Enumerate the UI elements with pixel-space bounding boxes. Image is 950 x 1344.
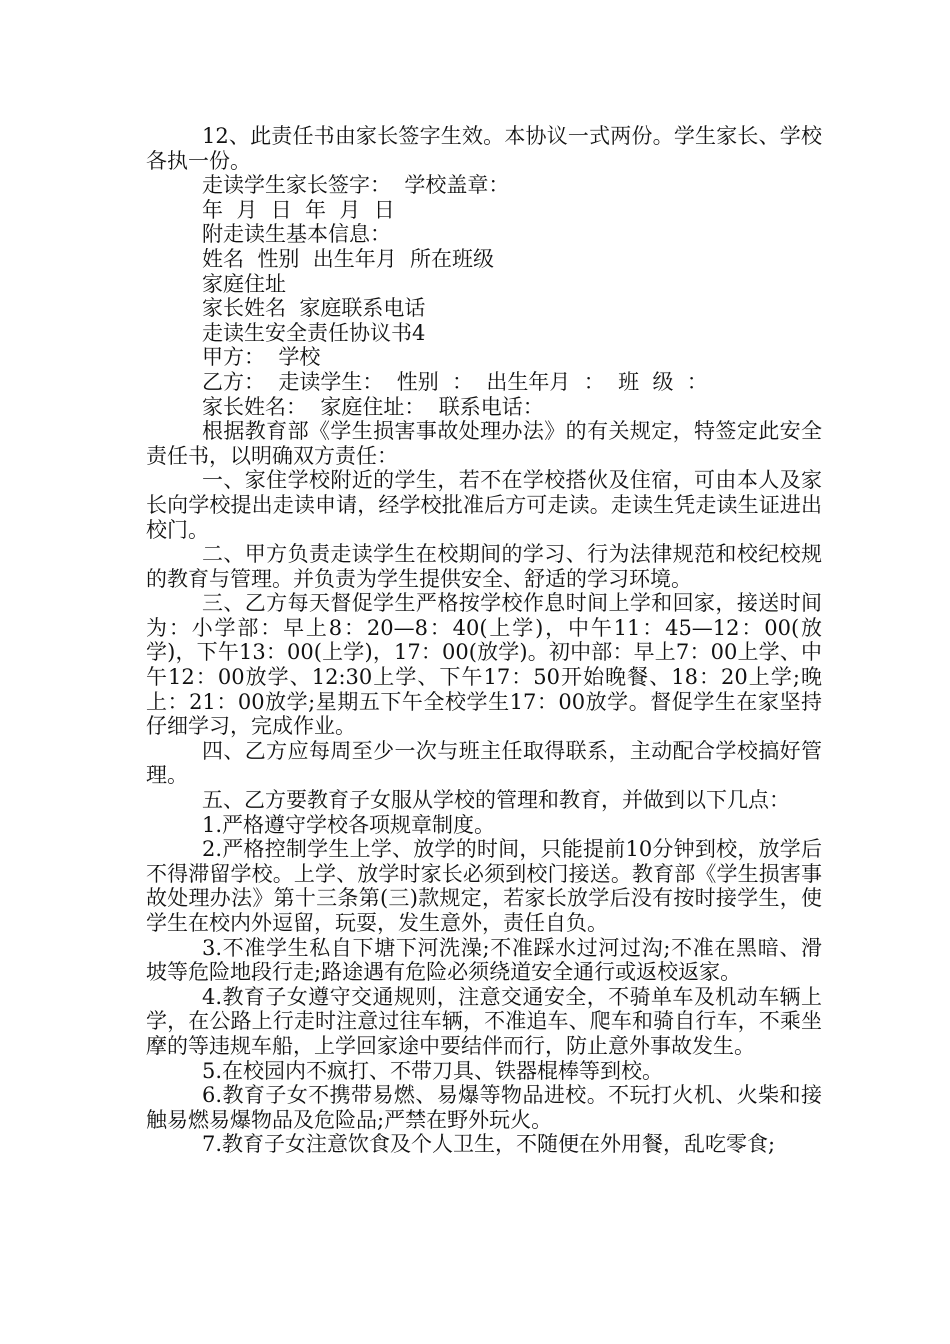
document-body (146, 124, 822, 1157)
clause-2: 二、甲方负责走读学生在校期间的学习、行为法律规范和校纪校规的教育与管理。并负责为学生提供安全、舒适的学习环境。 (146, 542, 822, 591)
agreement-title: 走读生安全责任协议书4 (202, 320, 426, 345)
party-a: 甲方： 学校 (202, 345, 321, 370)
paragraph-address-field: 家庭住址 (202, 271, 286, 296)
clause-1: 一、家住学校附近的学生，若不在学校搭伙及住宿，可由本人及家长向学校提出走读申请，经学校批准后方可走读。走读生凭走读生证进出校门。 (146, 468, 822, 542)
sub-clause-5: 5.在校园内不疯打、不带刀具、铁器棍棒等到校。 (202, 1058, 664, 1083)
sub-clause-1: 1.严格遵守学校各项规章制度。 (202, 812, 496, 837)
party-b: 乙方： 走读学生： 性别 ： 出生年月 ： 班 级 ： (202, 369, 708, 394)
paragraph-date-line: 年 月 日 年 月 日 (202, 197, 395, 222)
paragraph-info-fields: 姓名 性别 出生年月 所在班级 (202, 246, 495, 271)
sub-clause-7: 7.教育子女注意饮食及个人卫生，不随便在外用餐，乱吃零食; (202, 1132, 776, 1157)
sub-clause-4: 4.教育子女遵守交通规则，注意交通安全，不骑单车及机动车辆上学，在公路上行走时注意过往车辆，不准追车、爬车和骑自行车，不乘坐摩的等违规车船，上学回家途中要结伴而行，防止意外事故发生。 (146, 984, 822, 1058)
clause-3: 三、乙方每天督促学生严格按学校作息时间上学和回家，接送时间为：小学部：早上8：20—8：40(上学)，中午11：45—12：00(放学)，下午13：00(上学)，17：00(放学)。初中部：早上7：00上学、中午12：00放学、12:30上学、下午17：50开始晚餐、18：20上学;晚上：21：00放学;星期五下午全校学生17：00放学。督促学生在家坚持仔细学习，完成作业。 (146, 591, 822, 739)
paragraph-preamble: 根据教育部《学生损害事故处理办法》的有关规定，特签定此安全责任书，以明确双方责任： (146, 419, 822, 468)
paragraph-signature-clause: 12、此责任书由家长签字生效。本协议一式两份。学生家长、学校各执一份。 (146, 124, 822, 173)
paragraph-info-heading: 附走读生基本信息： (202, 222, 391, 247)
clause-4: 四、乙方应每周至少一次与班主任取得联系，主动配合学校搞好管理。 (146, 738, 822, 788)
paragraph-signature-line: 走读学生家长签字： 学校盖章： (202, 173, 510, 198)
sub-clause-2: 2.严格控制学生上学、放学的时间，只能提前10分钟到校，放学后不得滞留学校。上学、放学时家长必须到校门接送。教育部《学生损害事故处理办法》第十三条第(三)款规定，若家长放学后没有按时接学生，使学生在校内外逗留，玩耍，发生意外，责任自负。 (146, 837, 822, 935)
sub-clause-3: 3.不准学生私自下塘下河洗澡;不准踩水过河过沟;不准在黑暗、滑坡等危险地段行走;路途遇有危险必须绕道安全通行或返校返家。 (146, 935, 822, 985)
sub-clause-6: 6.教育子女不携带易燃、易爆等物品进校。不玩打火机、火柴和接触易燃易爆物品及危险品;严禁在野外玩火。 (146, 1083, 822, 1132)
paragraph-parent-fields: 家长姓名 家庭联系电话 (202, 296, 426, 321)
clause-5: 五、乙方要教育子女服从学校的管理和教育，并做到以下几点： (202, 788, 790, 813)
party-b-parent: 家长姓名： 家庭住址： 联系电话： (202, 394, 544, 419)
